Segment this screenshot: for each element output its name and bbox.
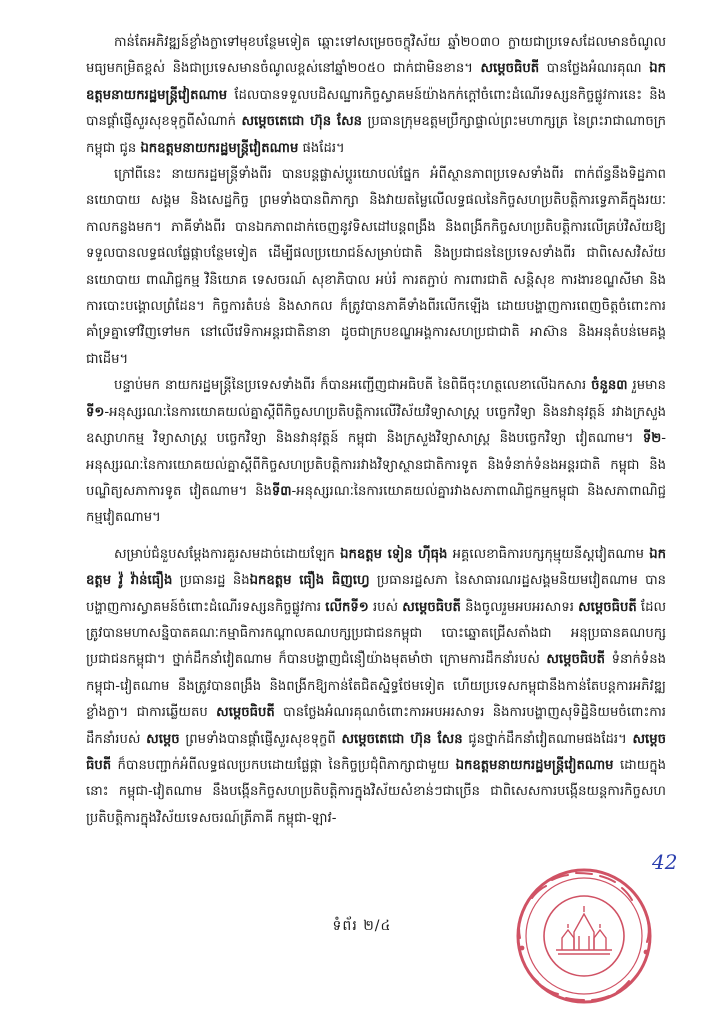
- bold-name-text: ឯកឧត្តមនាយករដ្ឋមន្ត្រីវៀតណាម: [86, 61, 666, 103]
- document-body: [86, 30, 666, 832]
- bold-name-text: ទី២: [642, 431, 662, 447]
- body-text: របស់: [368, 599, 403, 615]
- body-text: និងចូលរួមអបអរសាទរ: [460, 599, 579, 615]
- body-text: សម្រាប់ជំនួបសម្តែងការគួរសមដាច់ដោយឡែក: [114, 546, 341, 562]
- body-text: ដែលត្រូវបានមហាសន្និបាតគណៈកម្មាធិការកណ្តាលគណបក្សប្រជាជនកម្ពុជា បោះឆ្នោតជ្រើសតាំងជា អនុប្រធានគណបក្សប្រជាជនកម្ពុជា។ ថ្នាក់ដឹកនាំវៀតណាម ក៏បានបង្ហាញជំនឿយ៉ាងមុតមាំថា ក្រោមការដឹកនាំរបស់: [86, 599, 667, 668]
- bold-name-text: ឯកឧត្តម ទៀន ហ៊ីធុង: [340, 546, 448, 562]
- body-text: ប្រធានរដ្ឋ និង: [172, 573, 250, 589]
- body-text: ប្រធានរដ្ឋសភា នៃសាធារណរដ្ឋសង្គមនិយមវៀតណាម បានបង្ហាញការស្វាគមន៍ចំពោះដំណើរទស្សនកិច្ចផ្លូវការ: [86, 573, 667, 615]
- paragraph-p1: [86, 30, 666, 162]
- bold-name-text: ទី១: [86, 404, 105, 420]
- bold-name-text: សម្តេចធិបតី: [578, 599, 637, 615]
- body-text: អគ្គលេខាធិការបក្សកុម្មុយនីស្តវៀតណាម: [447, 546, 650, 562]
- bold-name-text: សម្តេចធិបតី: [546, 652, 605, 668]
- body-text: -អនុស្សរណៈនៃការយោគយល់គ្នារវាងសភាពាណិជ្ជកម្មកម្ពុជា និងសភាពាណិជ្ជកម្មវៀតណាម។: [86, 483, 666, 526]
- body-text: រួមមាន: [627, 378, 666, 394]
- body-text: បានថ្លែងអំណរគុណ: [539, 61, 650, 77]
- bold-name-text: ឯកឧត្តមនាយករដ្ឋមន្ត្រីវៀតណាម: [455, 757, 614, 773]
- bold-name-text: ឯកឧត្តមនាយករដ្ឋមន្ត្រីវៀតណាម: [140, 140, 299, 156]
- body-text: ព្រមទាំងបានផ្តាំផ្ញើសួរសុខទុក្ខពី: [179, 731, 342, 747]
- paragraph-p4: [86, 542, 666, 832]
- bold-name-text: ឯកឧត្តម ធឿង ធិញហ្វេ: [249, 573, 370, 589]
- bold-name-text: សម្តេច: [146, 731, 180, 747]
- bold-name-text: សម្តេចធិបតី: [216, 705, 275, 721]
- bold-name-text: លើកទី១: [325, 599, 369, 615]
- bold-name-text: ឯកឧត្តម វ៉ូ វ៉ាន់ធឿង: [86, 546, 666, 589]
- body-text: ប្រធានក្រុមឧត្តមប្រឹក្សាផ្ទាល់ព្រះមហាក្សត្រ នៃព្រះរាជាណាចក្រកម្ពុជា ជូន: [86, 114, 666, 156]
- body-text: -អនុស្សរណៈនៃការយោគយល់គ្នាស្តីពីកិច្ចសហប្រតិបត្តិការលើវិស័យវិទ្យាសាស្ត្រ បច្ចេកវិទ្យា និងនវានុវត្តន៍ រវាងក្រសួងឧស្សាហកម្ម វិទ្យាសាស្ត្រ បច្ចេកវិទ្យា និងនវានុវត្តន៍ កម្ពុជា និងក្រសួងវិទ្យាសាស្ត្រ និងបច្ចេកវិទ្យា វៀតណាម។: [86, 404, 666, 447]
- body-text: បន្ទាប់មក នាយករដ្ឋមន្ត្រីនៃប្រទេសទាំងពីរ ក៏បានអញ្ជើញជាអធិបតី នៃពិធីចុះហត្ថលេខាលើឯកសារ: [114, 378, 592, 394]
- body-text: ជូនថ្នាក់ដឹកនាំវៀតណាមផងដែរ។: [462, 731, 633, 747]
- body-text: -អនុស្សរណៈនៃការយោគយល់គ្នាស្តីពីកិច្ចសហប្រតិបត្តិការរវាងវិទ្យាស្ថានជាតិការទូត និងទំនាក់ទំនងអន្តរជាតិ កម្ពុជា និងបណ្ឌិត្យសភាការទូត វៀតណាម។ និង: [86, 431, 666, 499]
- body-text: ទំនាក់ទំនងកម្ពុជា-វៀតណាម នឹងត្រូវបានពង្រឹង និងពង្រីកឱ្យកាន់តែជិតស្និទ្ធថែមទៀត ហើយប្រទេសកម្ពុជានឹងកាន់តែបន្តការអភិវឌ្ឍខ្លាំងក្លា។ ជាការឆ្លើយតប: [86, 652, 666, 721]
- bold-name-text: សម្តេចធិបតី: [86, 731, 666, 773]
- body-text: ផងដែរ។: [298, 140, 345, 156]
- bold-name-text: សម្តេចធិបតី: [402, 599, 461, 615]
- bold-name-text: សម្តេចតេជោ ហ៊ុន សែន: [341, 731, 463, 747]
- bold-name-text: ទី៣: [271, 483, 292, 499]
- body-text: ក្រៅពីនេះ នាយករដ្ឋមន្ត្រីទាំងពីរ បានបន្តផ្លាស់ប្តូរយោបល់ផ្នែក អំពីស្ថានភាពប្រទេសទាំងពីរ ពាក់ព័ន្ធនឹងទិដ្ឋភាពនយោបាយ សង្គម និងសេដ្ឋកិច្ច ព្រមទាំងបានពិភាក្សា និងវាយតម្លៃលើលទ្ធផលនៃកិច្ចសហប្រតិបត្តិការទ្វេភាគីក្នុងរយៈកាលកន្លងមក។ ភាគីទាំងពីរ បានឯកភាពដាក់ចេញនូវទិសដៅបន្តពង្រឹង និងពង្រីកកិច្ចសហប្រតិបត្តិការលើគ្រប់វិស័យឱ្យទទួលបានលទ្ធផលផ្លែផ្កាបន្ថែមទៀត ដើម្បីផលប្រយោជន៍សម្រាប់ជាតិ និងប្រជាជននៃប្រទេសទាំងពីរ ជាពិសេសវិស័យនយោបាយ ពាណិជ្ជកម្ម វិនិយោគ ទេសចរណ៍ សុខាភិបាល អប់រំ ការតភ្ជាប់ ការពារជាតិ សន្តិសុខ ការងារខណ្ឌសីមា និងការបោះបង្គោលព្រំដែន។ កិច្ចការតំបន់ និងសាកល ក៏ត្រូវបានភាគីទាំងពីរលើកឡើង ដោយបង្ហាញការពេញចិត្តចំពោះការគាំទ្រគ្នាទៅវិញទៅមក នៅលើវេទិកាអន្តរជាតិនានា ដូចជាក្របខណ្ឌអង្គការសហប្រជាជាតិ អាស៊ាន និងអនុតំបន់មេគង្គ ជាដើម។: [86, 167, 666, 367]
- body-text: កាន់តែអភិវឌ្ឍន៍ខ្លាំងក្លាទៅមុខបន្ថែមទៀត ឆ្ពោះទៅសម្រេចចក្ខុវិស័យ ឆ្នាំ២០៣០ ក្លាយជាប្រទេសដែលមានចំណូលមធ្យមកម្រិតខ្ពស់ និងជាប្រទេសមានចំណូលខ្ពស់នៅឆ្នាំ២០៥០ ជាក់ជាមិនខាន។: [86, 35, 666, 77]
- paragraph-p2: [86, 162, 666, 373]
- paragraph-p3: [86, 373, 666, 531]
- bold-name-text: សម្តេចធិបតី: [480, 61, 540, 77]
- bold-name-text: ចំនួន៣: [591, 378, 628, 394]
- body-text: បានថ្លែងអំណរគុណចំពោះការអបអរសាទរ និងការបង្ហាញសុទិដ្ឋិនិយមចំពោះការដឹកនាំរបស់: [86, 705, 666, 747]
- body-text: ដែលបានទទួលបដិសណ្ឋារកិច្ចស្វាគមន៍យ៉ាងកក់ក្តៅចំពោះដំណើរទស្សនកិច្ចផ្លូវការនេះ និងបានផ្តាំផ្ញើសួរសុខទុក្ខពីសំណាក់: [86, 87, 666, 130]
- body-text: ដោយក្នុងនោះ កម្ពុជា-វៀតណាម នឹងបង្កើនកិច្ចសហប្រតិបត្តិការក្នុងវិស័យសំខាន់ៗជាច្រើន ជាពិសេសការបង្កើនយន្តការកិច្ចសហប្រតិបត្តិការក្នុងវិស័យទេសចរណ៍ត្រីភាគី កម្ពុជា-ឡាវ-: [86, 757, 666, 826]
- signature-mark: 42: [652, 850, 678, 874]
- body-text: ក៏បានបញ្ជាក់អំពីលទ្ធផលប្រកបដោយផ្លែផ្កា នៃកិច្ចប្រជុំពិភាក្សាជាមួយ: [111, 757, 456, 773]
- bold-name-text: សម្តេចតេជោ ហ៊ុន សែន: [241, 114, 363, 130]
- page-number: ទំព័រ ២/៤: [332, 918, 392, 934]
